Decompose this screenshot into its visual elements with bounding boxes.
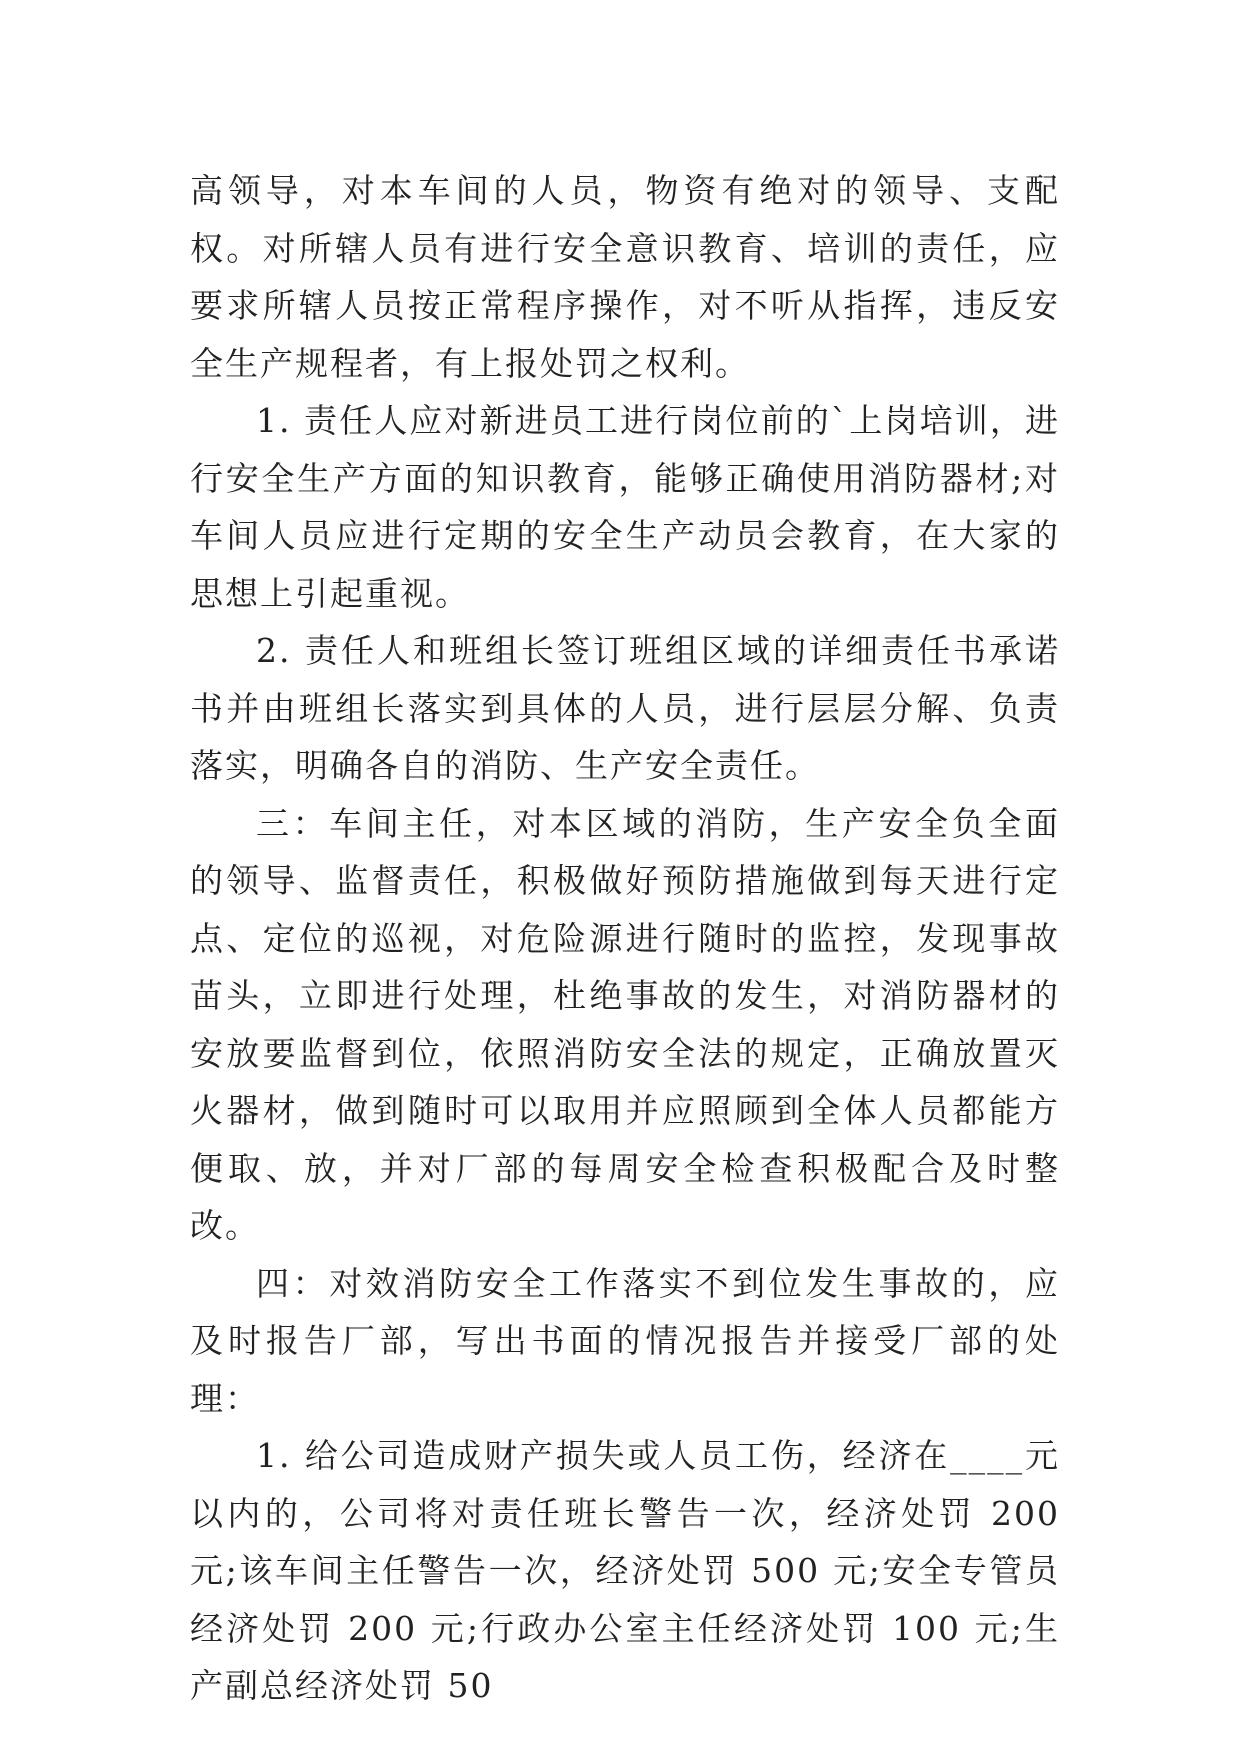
paragraph-continuation: 高领导，对本车间的人员，物资有绝对的领导、支配权。对所辖人员有进行安全意识教育、培训的责任，应要求所辖人员按正常程序操作，对不听从指挥，违反安全生产规程者，有上报处罚之权利。	[190, 171, 1060, 383]
paragraph-section-3-workshop-director: 三：车间主任，对本区域的消防，生产安全负全面的领导、监督责任，积极做好预防措施做到每天进行定点、定位的巡视，对危险源进行随时的监控，发现事故苗头，立即进行处理，杜绝事故的发生，对消防器材的安放要监督到位，依照消防安全法的规定，正确放置灭火器材，做到随时可以取用并应照顾到全体人员都能方便取、放，并对厂部的每周安全检查积极配合及时整改。	[190, 803, 1060, 1245]
paragraph-item-1-training: 1. 责任人应对新进员工进行岗位前的`上岗培训，进行安全生产方面的知识教育，能够正确使用消防器材;对车间人员应进行定期的安全生产动员会教育，在大家的思想上引起重视。	[190, 401, 1060, 613]
paragraph-item-1-penalties: 1. 给公司造成财产损失或人员工伤，经济在____元以内的，公司将对责任班长警告一次，经济处罚 200 元;该车间主任警告一次，经济处罚 500 元;安全专管员经济处罚 200 元;行政办公室主任经济处罚 100 元;生产副总经济处罚 50	[190, 1436, 1060, 1705]
paragraph-section-4-accident-report: 四：对效消防安全工作落实不到位发生事故的，应及时报告厂部，写出书面的情况报告并接受厂部的处理：	[190, 1263, 1060, 1418]
paragraph-item-2-responsibility: 2. 责任人和班组长签订班组区域的详细责任书承诺书并由班组长落实到具体的人员，进行层层分解、负责落实，明确各自的消防、生产安全责任。	[190, 631, 1060, 785]
document-body	[190, 162, 1060, 1715]
